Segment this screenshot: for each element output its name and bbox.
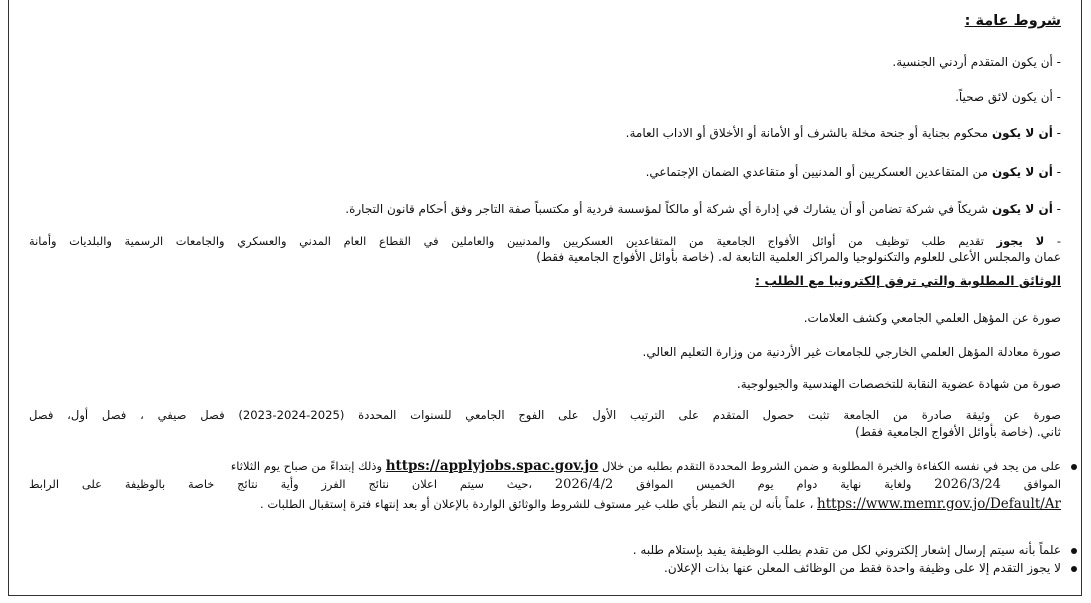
apply-note-line3: https://www.memr.gov.jo/Default/Ar ، علماً بأنه لن يتم النظر بأي طلب غير مستوف للشروط والوثائق الواردة بالإعلان أو بعد إنتهاء فترة إستقبال الطلبات . (260, 496, 1061, 512)
start-date: 2026/3/24 (934, 477, 1001, 492)
results-link[interactable]: https://www.memr.gov.jo/Default/Ar (817, 496, 1061, 512)
condition-nationality: - أن يكون المتقدم أردني الجنسية. (892, 55, 1061, 69)
document-equivalency: صورة معادلة المؤهل العلمي الخارجي للجامعات غير الأردنية من وزارة التعليم العالي. (642, 345, 1061, 359)
note-single-job: لا يجوز التقدم إلا على وظيفة واحدة فقط من الوظائف المعلن عنها بذات الإعلان. (29, 561, 1061, 576)
apply-note-line2: الموافق 2026/3/24 ولغاية نهاية دوام يوم الخميس الموافق 2026/4/2 ،حيث سيتم اعلان نتائج الفرز وأية نتائج خاصة بالوظيفة على الرابط (29, 477, 1062, 492)
condition-health: - أن يكون لائق صحياً. (955, 90, 1061, 104)
announcement-document (29, 0, 1061, 595)
bold-phrase: لا يجوز (996, 234, 1045, 248)
document-degree: صورة عن المؤهل العلمي الجامعي وكشف العلامات. (803, 311, 1061, 325)
apply-note-line1: على من يجد في نفسه الكفاءة والخبرة المطلوبة و ضمن الشروط المحددة التقدم بطلبه من خلال https://applyjobs.spac.gov.jo وذلك إبتداءً من صباح يوم الثلاثاء (29, 459, 1061, 474)
condition-employment-ban-line2: عمان والمجلس الأعلى للعلوم والتكنولوجيا والمراكز العلمية التابعة له. (خاصة بأوائل الأفواج الجامعية فقط) (536, 250, 1061, 264)
document-ranking-line2: ثاني. (خاصة بأوائل الأفواج الجامعية فقط) (855, 425, 1061, 439)
condition-not-retired: - أن لا يكون من المتقاعدين العسكريين أو المدنيين أو متقاعدي الضمان الإجتماعي. (645, 165, 1061, 179)
note-email-confirmation: علماً بأنه سيتم إرسال إشعار إلكتروني لكل من تقدم بطلب الوظيفة يفيد بإستلام طلبه . (29, 543, 1061, 558)
announcement-frame (8, 0, 1082, 596)
end-date: 2026/4/2 (554, 477, 614, 492)
bullet-icon (1071, 548, 1077, 554)
condition-no-conviction: - أن لا يكون محكوم بجناية أو جنحة مخلة بالشرف أو الأمانة أو الأخلاق أو الاداب العامة. (625, 126, 1061, 140)
bold-phrase: أن لا يكون (991, 126, 1053, 140)
condition-employment-ban-line1: - لا يجوز تقديم طلب توظيف من أوائل الأفواج الجامعية من المتقاعدين العسكريين والمدنيين والعاملين في القطاع العام المدني والعسكري والجامعات الرسمية والبلديات وأمانة (29, 234, 1061, 248)
document-ranking-line1: صورة عن وثيقة صادرة من الجامعة تثبت حصول المتقدم على الترتيب الأول على الفوج الجامعي للسنوات المحددة (2025-2024-2023) فصل صيفي ، فصل أول، فصل (29, 408, 1061, 422)
condition-no-business: - أن لا يكون شريكاً في شركة تضامن أو أن يشارك في إدارة أي شركة أو مالكاً لمؤسسة فردية أو مكتسباً صفة التاجر وفق أحكام قانون التجارة. (345, 202, 1061, 216)
required-documents-title: الوثائق المطلوبة والتي ترفق إلكترونيا مع الطلب : (755, 273, 1061, 288)
general-conditions-title: شروط عامة : (964, 13, 1061, 29)
bullet-icon (1071, 464, 1077, 470)
apply-link[interactable]: https://applyjobs.spac.gov.jo (385, 458, 599, 474)
bold-phrase: أن لا يكون (991, 202, 1053, 216)
document-union: صورة من شهادة عضوية النقابة للتخصصات الهندسية والجيولوجية. (736, 377, 1061, 391)
bold-phrase: أن لا يكون (991, 165, 1053, 179)
bullet-icon (1071, 566, 1077, 572)
